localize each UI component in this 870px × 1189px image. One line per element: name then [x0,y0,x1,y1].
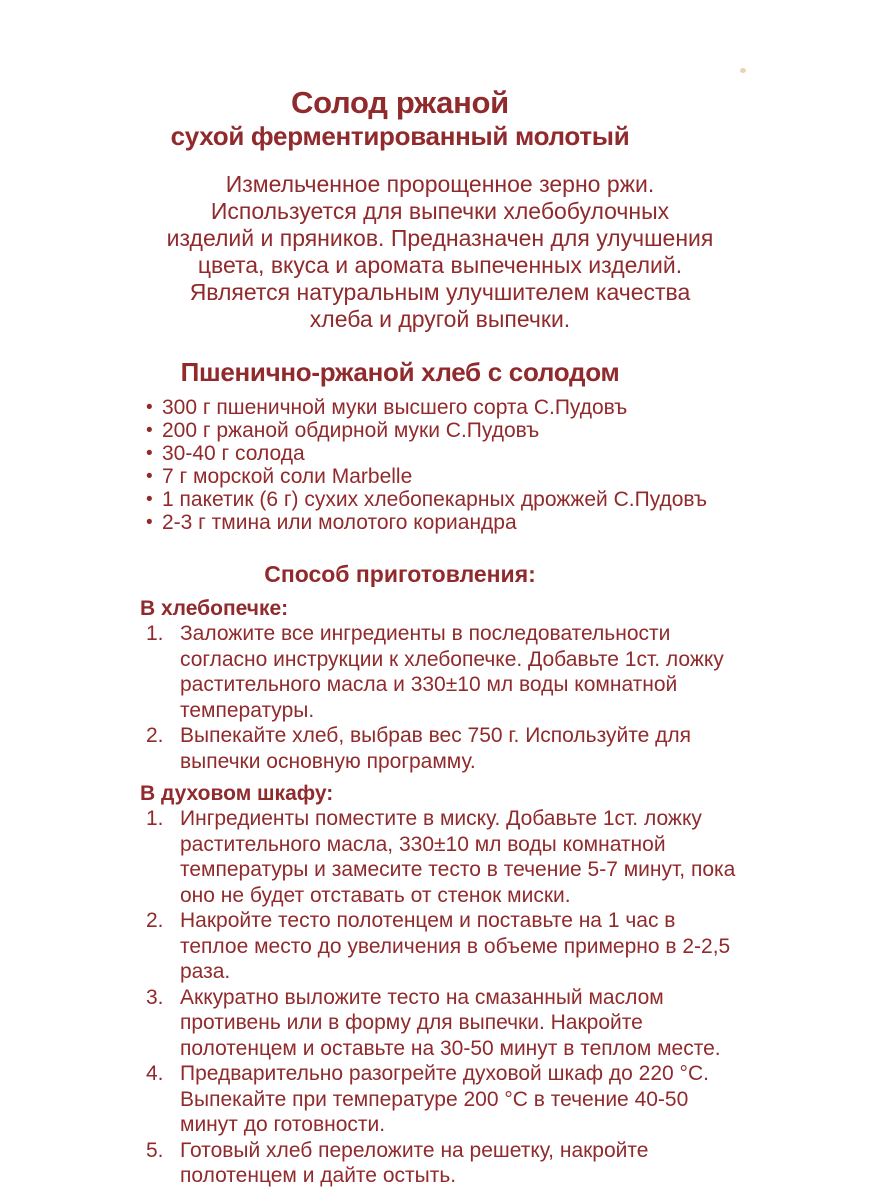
step-number: 1. [146,807,164,830]
step-number: 2. [146,724,164,747]
intro-line: цвета, вкуса и аромата выпеченных изделий. [197,252,683,278]
ingredient-text: 2-3 г тмина или молотого кориандра [162,511,517,534]
step-text: Ингредиенты поместите в миску. Добавьте 1ст. ложку растительного масла, 330±10 мл воды комнатной температуры и замесите тесто в течение 5-7 минут, пока оно не будет отставать от стенок миски. [180,807,736,907]
intro-paragraph [140,171,740,333]
intro-line: Измельченное пророщенное зерно ржи. [225,171,655,197]
step-text: Заложите все ингредиенты в последовательности согласно инструкции к хлебопечке. Добавьте 1ст. ложку растительного масла и 330±10 мл воды комнатной температуры. [180,622,724,722]
bullet-marker: • [146,443,153,464]
step-number: 5. [146,1138,164,1162]
step-item [146,621,740,723]
ingredient-item [146,488,740,511]
ingredient-item [146,465,740,488]
ingredient-text: 30-40 г солода [162,442,305,465]
bullet-marker: • [146,466,153,487]
step-item [146,985,740,1062]
method-section-oven [140,782,740,1189]
intro-line: изделий и пряников. Предназначен для улучшения [166,225,714,251]
step-number: 3. [146,985,164,1009]
step-text: Выпекайте хлеб, выбрав вес 750 г. Используйте для выпечки основную программу. [180,724,691,773]
ingredient-item [146,511,740,534]
recipe-heading: Пшенично-ржаной хлеб с солодом [180,357,620,387]
intro-line: хлеба и другой выпечки. [309,306,571,332]
step-text: Предварительно разогрейте духовой шкаф до 220 °С. Выпекайте при температуре 200 °С в течение 40-50 минут до готовности. [180,1062,709,1136]
title-block [140,84,660,152]
ingredient-text: 1 пакетик (6 г) сухих хлебопекарных дрожжей С.Пудовъ [162,488,708,511]
bullet-marker: • [146,397,153,418]
intro-line: Используется для выпечки хлебобулочных [210,198,670,224]
bullet-marker: • [146,489,153,510]
ingredient-text: 7 г морской соли Marbelle [162,465,413,488]
print-artifact-dot [740,68,746,73]
ingredient-item [146,396,740,419]
step-text: Готовый хлеб переложите на решетку, накройте полотенцем и дайте остыть. [180,1138,649,1187]
ingredient-item [146,442,740,465]
steps-list-breadmaker [140,621,740,774]
step-number: 4. [146,1062,164,1085]
method-heading: Способ приготовления: [264,561,536,587]
method-section-breadmaker [140,597,740,774]
ingredient-text: 200 г ржаной обдирной муки С.Пудовъ [162,419,540,442]
step-number: 1. [146,622,164,645]
step-text: Накройте тесто полотенцем и поставьте на 1 час в теплое место до увеличения в объеме примерно в 2-2,5 раза. [180,909,731,983]
ingredient-item [146,419,740,442]
step-item [146,1138,740,1189]
steps-list-oven [140,806,740,1189]
intro-line: Является натуральным улучшителем качества [189,279,691,305]
step-item [146,908,740,985]
content-column [140,84,740,1189]
subsection-title: В хлебопечке: [140,597,289,620]
page-title: Солод ржаной [291,85,509,120]
step-text: Аккуратно выложите тесто на смазанный маслом противень или в форму для выпечки. Накройте полотенцем и оставьте на 30-50 минут в теплом месте. [180,985,721,1060]
bullet-marker: • [146,512,153,533]
step-item [146,1061,740,1138]
step-number: 2. [146,909,164,932]
ingredients-list [140,396,740,534]
bullet-marker: • [146,420,153,441]
step-item [146,806,740,908]
page-subtitle: сухой ферментированный молотый [170,121,630,151]
subsection-title: В духовом шкафу: [140,782,334,805]
step-item [146,723,740,774]
ingredient-text: 300 г пшеничной муки высшего сорта С.Пудовъ [162,396,628,419]
